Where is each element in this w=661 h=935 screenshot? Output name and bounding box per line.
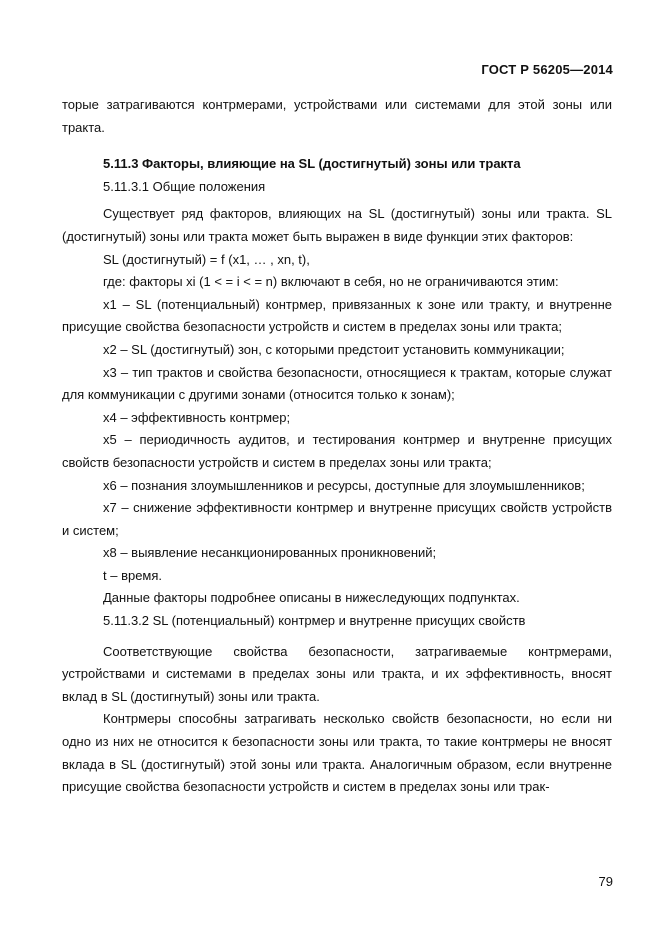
paragraph-intro: Существует ряд факторов, влияющих на SL (достигнутый) зоны или тракта. SL (достигнутый) зоны или тракта может быть выражен в виде функции этих факторов: (62, 206, 612, 244)
factor-x4: x4 – эффективность контрмер; (103, 409, 291, 425)
subsection-heading-5-11-3-1: 5.11.3.1 Общие положения (103, 178, 266, 194)
factors-note: Данные факторы подробнее описаны в нижеследующих подпунктах. (103, 590, 520, 606)
formula-line: SL (достигнутый) = f (x1, … , xn, t), (103, 251, 310, 267)
factor-x5: x5 – периодичность аудитов, и тестирования контрмер и внутренне присущих свойств безопасности устройств и систем в пределах зоны или тракта; (62, 432, 612, 470)
factors-intro: где: факторы xi (1 < = i < = n) включают в себя, но не ограничиваются этим: (103, 274, 559, 290)
factor-x6: x6 – познания злоумышленников и ресурсы, доступные для злоумышленников; (103, 477, 585, 493)
section-heading-5-11-3: 5.11.3 Факторы, влияющие на SL (достигнутый) зоны или тракта (103, 156, 521, 172)
factor-x3: x3 – тип трактов и свойства безопасности, относящиеся к трактам, которые служат для коммуникации с другими зонами (относится только к зонам); (62, 364, 612, 403)
factor-t: t – время. (103, 567, 163, 583)
subsection-heading-5-11-3-2: 5.11.3.2 SL (потенциальный) контрмер и внутренне присущих свойств (103, 613, 526, 629)
factor-x2: x2 – SL (достигнутый) зон, с которыми предстоит установить коммуникации; (103, 341, 565, 357)
page-number: 79 (598, 874, 613, 889)
factor-x1: x1 – SL (потенциальный) контрмер, привязанных к зоне или тракту, и внутренне присущие свойства безопасности устройств и систем в пределах зоны или тракта; (62, 296, 612, 335)
factor-x7: x7 – снижение эффективности контрмер и внутренне присущих свойств устройств и систем; (62, 500, 612, 538)
paragraph-continuation: торые затрагиваются контрмерами, устройствами или системами для этой зоны или тракта. (62, 97, 612, 135)
paragraph-countermeasures: Контрмеры способны затрагивать несколько свойств безопасности, но если ни одно из них не относится к безопасности зоны или тракта, то такие контрмеры не вносят вклада в SL (достигнутый) этой зоны или тракта. Аналогичным образом, если внутренне присущие свойства безопасности устройств и систем в пределах зоны или трак- (62, 711, 612, 795)
paragraph-properties: Соответствующие свойства безопасности, затрагиваемые контрмерами, устройствами и системами в пределах зоны или тракта, и их эффективность, вносят вклад в SL (достигнутый) зоны или тракта. (62, 643, 612, 704)
factor-x8: x8 – выявление несанкционированных проникновений; (103, 545, 437, 561)
document-header-id: ГОСТ Р 56205—2014 (481, 62, 613, 77)
document-body (62, 94, 612, 799)
